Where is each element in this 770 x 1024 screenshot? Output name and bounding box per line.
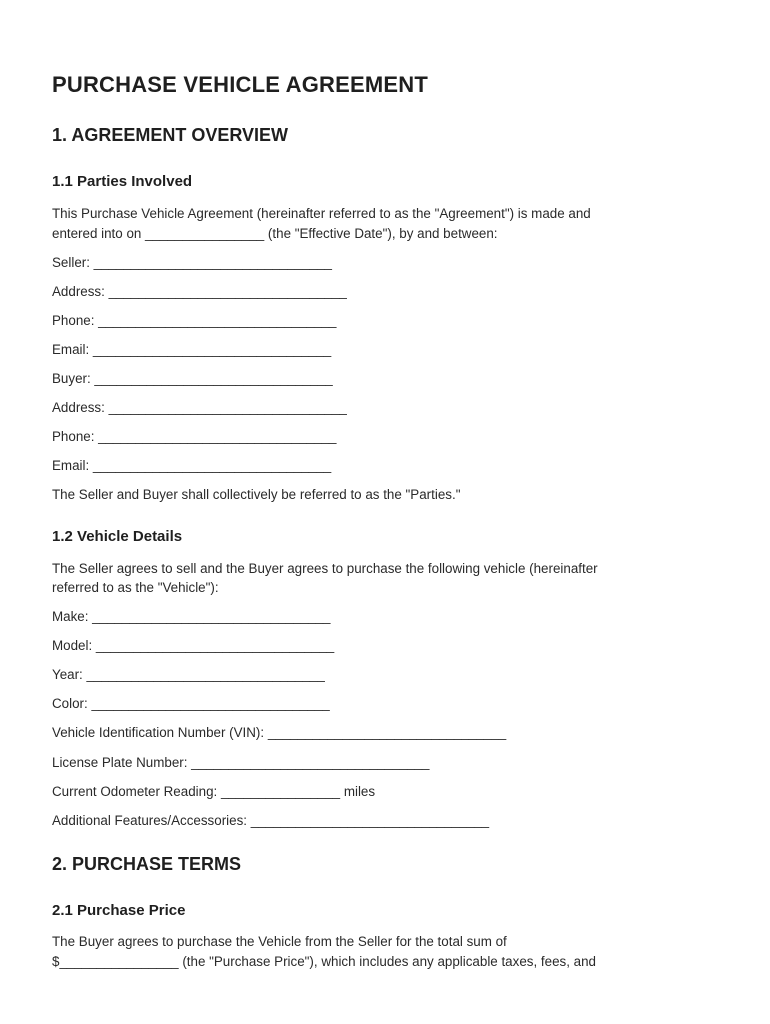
buyer-email-field: Email: ________________________________ — [52, 458, 332, 473]
section-1-2-heading: 1.2 Vehicle Details — [52, 528, 183, 545]
parties-closing: The Seller and Buyer shall collectively be referred to as the "Parties." — [52, 487, 461, 502]
document-title: PURCHASE VEHICLE AGREEMENT — [52, 72, 428, 97]
section-1-1-heading: 1.1 Parties Involved — [52, 173, 193, 190]
vin-field: Vehicle Identification Number (VIN): ________________________________ — [52, 725, 507, 740]
model-field: Model: ________________________________ — [52, 638, 335, 653]
year-field: Year: ________________________________ — [52, 667, 325, 682]
seller-email-field: Email: ________________________________ — [52, 342, 332, 357]
color-field: Color: ________________________________ — [52, 696, 330, 711]
vehicle-intro-line-1: The Seller agrees to sell and the Buyer agrees to purchase the following vehicle (hereinafter — [52, 561, 598, 576]
section-2-1-heading: 2.1 Purchase Price — [52, 902, 186, 919]
vehicle-intro-line-2: referred to as the "Vehicle"): — [52, 580, 219, 595]
price-line-1: The Buyer agrees to purchase the Vehicle from the Seller for the total sum of — [52, 934, 507, 949]
parties-intro-line-1: This Purchase Vehicle Agreement (hereinafter referred to as the "Agreement") is made and — [52, 206, 591, 221]
parties-intro-line-2: entered into on ________________ (the "Effective Date"), by and between: — [52, 226, 498, 241]
features-field: Additional Features/Accessories: ________________________________ — [52, 813, 490, 828]
price-line-2: $________________ (the "Purchase Price"), which includes any applicable taxes, fees, and — [52, 954, 597, 969]
buyer-phone-field: Phone: ________________________________ — [52, 429, 337, 444]
seller-phone-field: Phone: ________________________________ — [52, 313, 337, 328]
buyer-field: Buyer: ________________________________ — [52, 371, 333, 386]
seller-address-field: Address: ________________________________ — [52, 284, 347, 299]
section-2-heading: 2. PURCHASE TERMS — [52, 854, 242, 874]
license-plate-field: License Plate Number: ________________________________ — [52, 755, 430, 770]
odometer-field: Current Odometer Reading: ________________ miles — [52, 784, 376, 799]
section-1-heading: 1. AGREEMENT OVERVIEW — [52, 125, 289, 145]
buyer-address-field: Address: ________________________________ — [52, 400, 347, 415]
seller-field: Seller: ________________________________ — [52, 255, 332, 270]
make-field: Make: ________________________________ — [52, 609, 331, 624]
